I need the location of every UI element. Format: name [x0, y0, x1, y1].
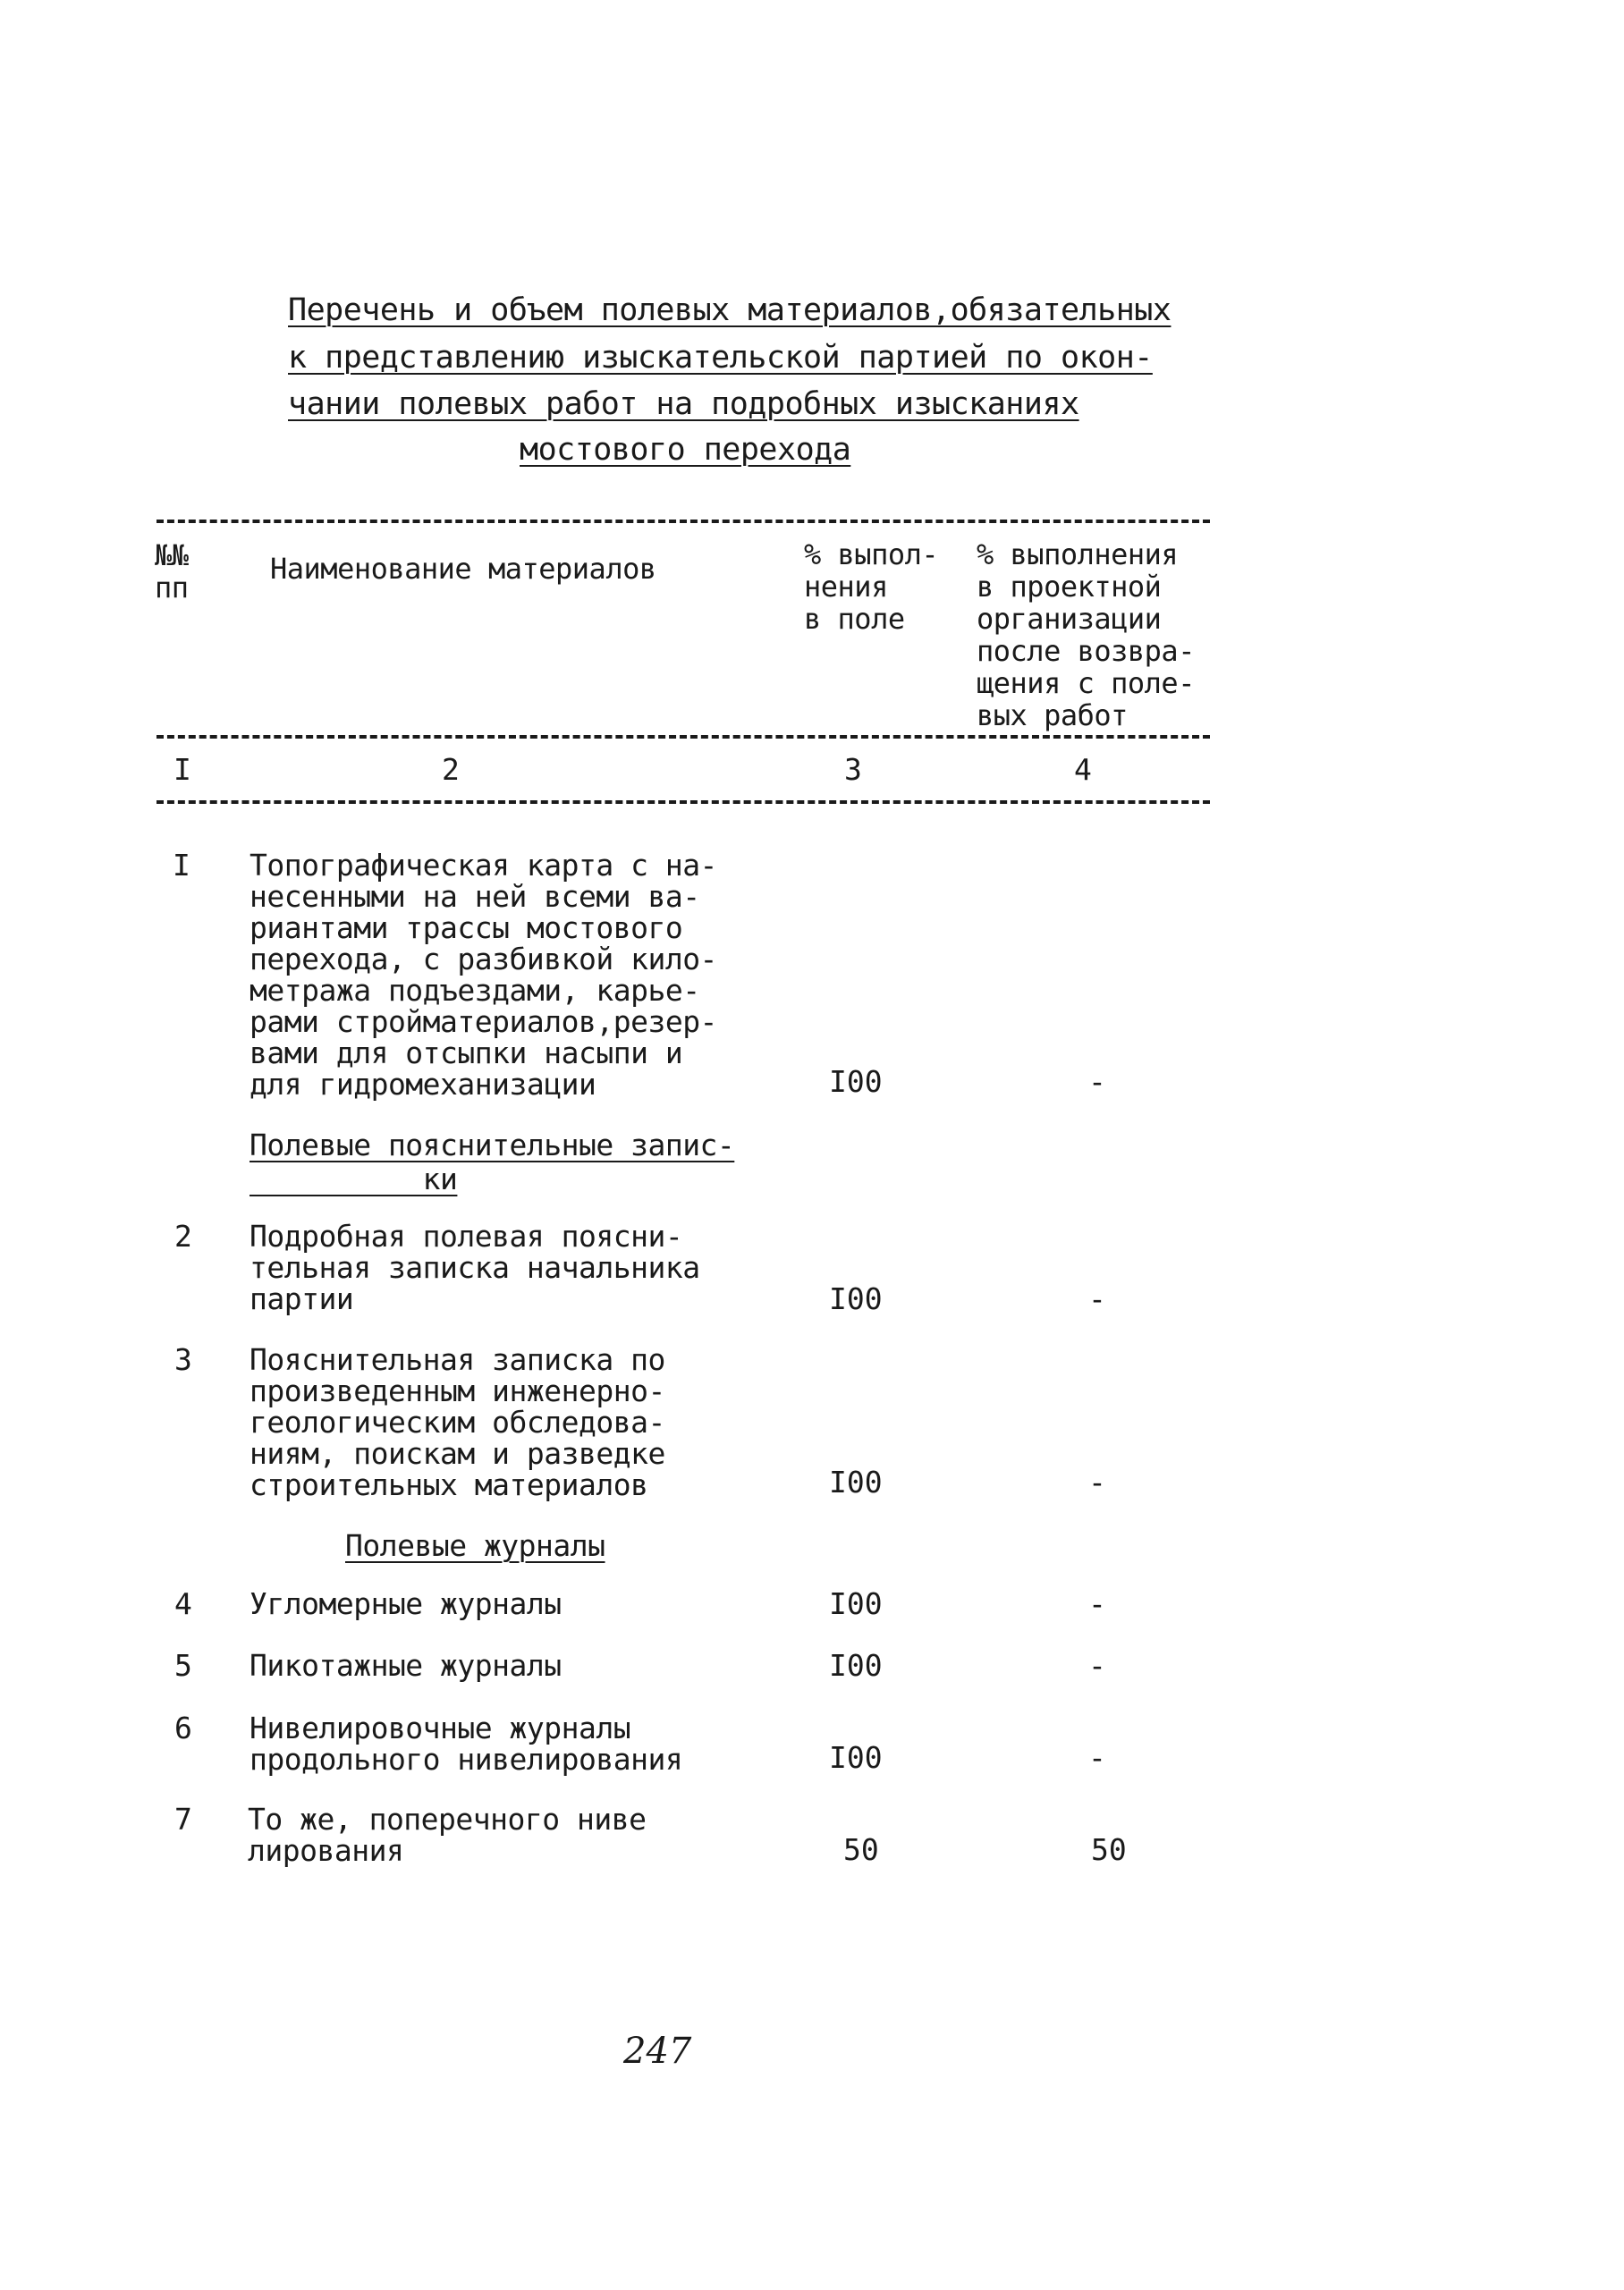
row-6-name: Нивелировочные журналы продольного нивелирования	[250, 1711, 683, 1777]
row-1-field: I00	[829, 1064, 883, 1099]
row-2-name: Подробная полевая поясни- тельная записка начальника партии	[250, 1219, 700, 1316]
row-2-field: I00	[829, 1281, 883, 1316]
title-line-1: Перечень и объем полевых материалов,обязательных	[288, 292, 1171, 328]
row-7-name: То же, поперечного ниве лирования	[248, 1802, 647, 1868]
row-4-field: I00	[829, 1586, 883, 1621]
header-bottom-rule	[156, 735, 1210, 739]
row-4-name: Угломерные журналы	[250, 1586, 562, 1621]
row-7-field: 50	[843, 1832, 879, 1867]
row-3-field: I00	[829, 1465, 883, 1500]
title-line-4: мостового перехода	[520, 432, 851, 468]
colnum-3: 3	[844, 752, 862, 787]
row-6-field: I00	[829, 1740, 883, 1775]
header-field-percent: % выпол- нения в поле	[804, 537, 939, 636]
row-6-office: -	[1088, 1740, 1106, 1775]
colnum-2: 2	[442, 752, 460, 787]
row-1-office: -	[1088, 1064, 1106, 1099]
table-top-rule	[156, 520, 1210, 523]
colnum-1: I	[173, 752, 191, 787]
title-line-3: чании полевых работ на подробных изысканиях	[288, 386, 1079, 422]
row-5-field: I00	[829, 1648, 883, 1683]
row-5-number: 5	[174, 1648, 192, 1683]
row-3-office: -	[1088, 1465, 1106, 1500]
colnum-4: 4	[1074, 752, 1092, 787]
row-5-name: Пикотажные журналы	[250, 1648, 562, 1683]
row-3-name: Пояснительная записка по произведенным инженерно- геологическим обследова- ниям, поискам и разведке строительных материалов	[250, 1342, 665, 1502]
section-field-notes: Полевые пояснительные запис- ки	[250, 1128, 735, 1196]
row-4-office: -	[1088, 1586, 1106, 1621]
section-field-journals: Полевые журналы	[345, 1528, 605, 1563]
row-2-office: -	[1088, 1281, 1106, 1316]
header-office-percent: % выполнения в проектной организации после возвра- щения с поле- вых работ	[977, 537, 1195, 732]
row-5-office: -	[1088, 1648, 1106, 1683]
row-2-number: 2	[174, 1219, 192, 1254]
header-number: №№ пп	[155, 538, 189, 604]
row-1-number: I	[173, 848, 190, 883]
header-name: Наименование материалов	[270, 552, 656, 586]
row-3-number: 3	[174, 1342, 192, 1377]
colnums-bottom-rule	[156, 800, 1210, 804]
title-line-2: к представлению изыскательской партией по окон-	[288, 340, 1153, 376]
row-6-number: 6	[174, 1711, 192, 1745]
row-4-number: 4	[174, 1586, 192, 1621]
row-1-name: Топографическая карта с на- несенными на ней всеми ва- риантами трассы мостового перехода, с разбивкой кило- метража подъездами, карье- рами стройматериалов,резер- вами для отсыпки насыпи и для гидромеханизации	[250, 848, 717, 1102]
row-7-number: 7	[174, 1802, 192, 1837]
row-7-office: 50	[1091, 1832, 1127, 1867]
page-number: 247	[623, 2031, 692, 2072]
